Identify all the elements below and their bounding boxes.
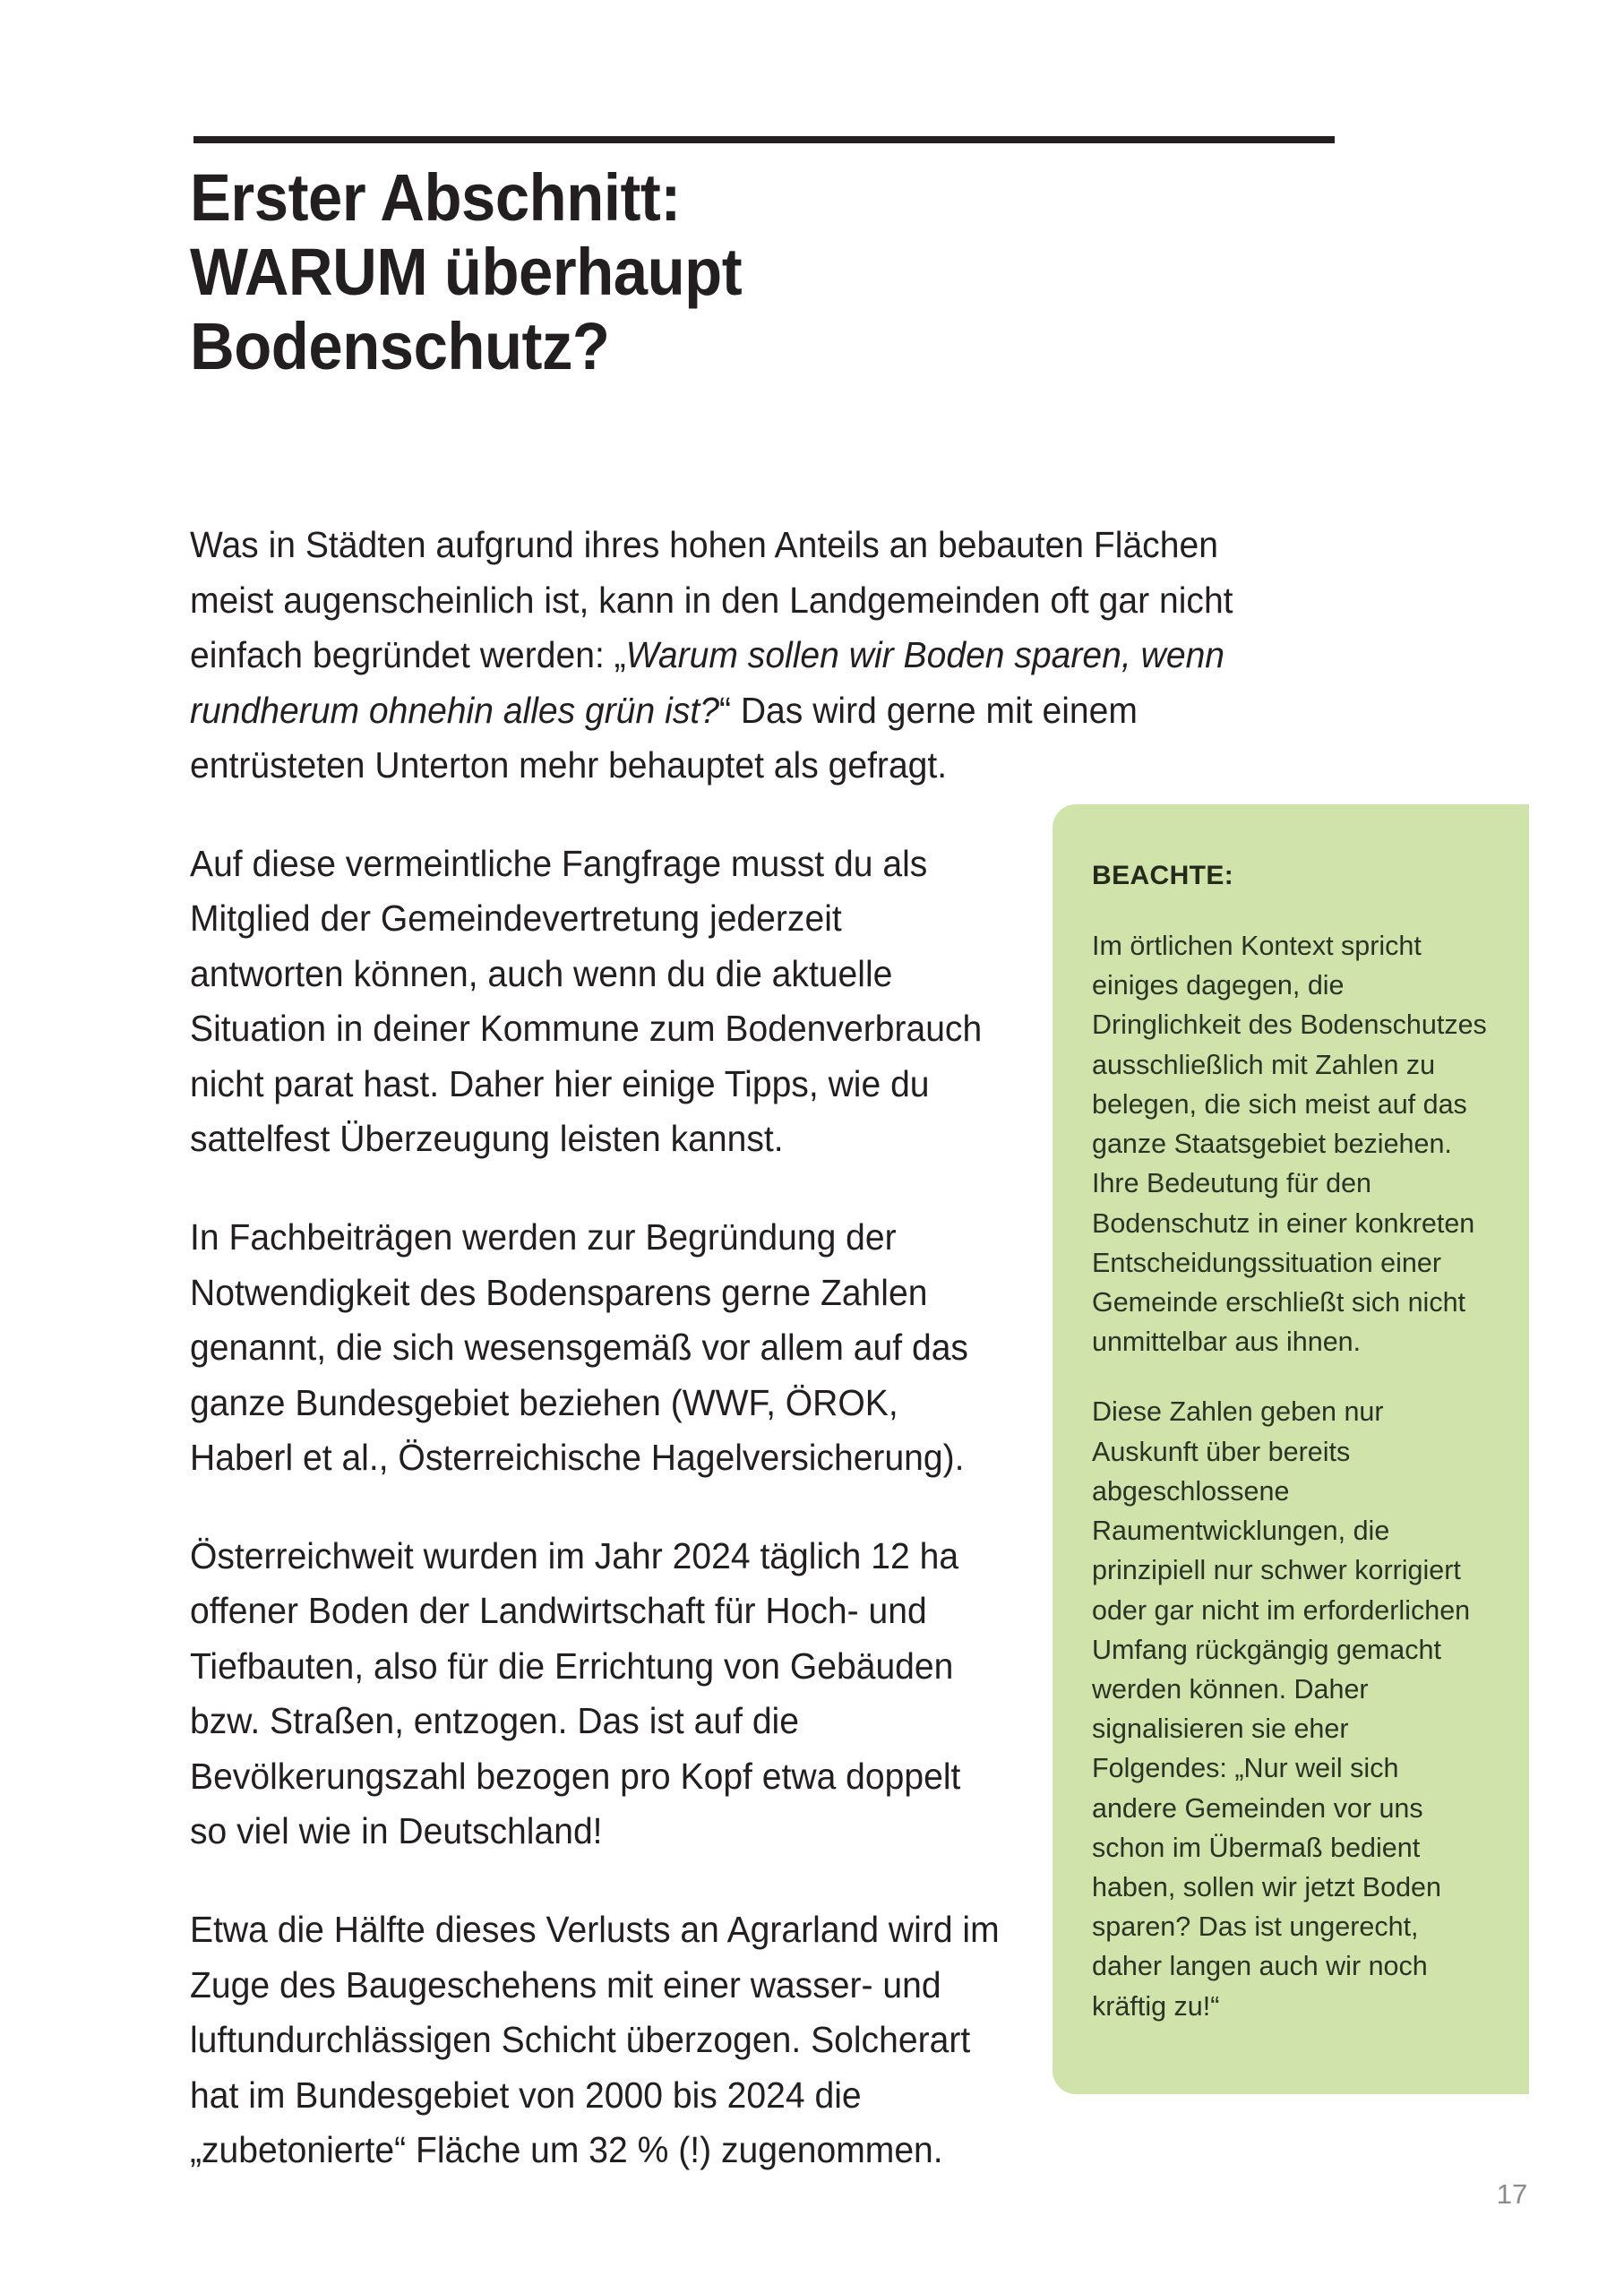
page-title-line-2: WARUM überhaupt (190, 234, 743, 309)
paragraph-oesterreichweit: Österreichweit wurden im Jahr 2024 täglich 12 ha offener Boden der Landwirtschaft für Hoch- und Tiefbauten, also für die Errichtung von Gebäuden bzw. Straßen, entzogen. Das ist auf die Bevölkerungszahl bezogen pro Kopf etwa doppelt so viel wie in Deutschland! (190, 1534, 961, 1852)
paragraph-fangfrage: Auf diese vermeintliche Fangfrage musst du als Mitglied der Gemeindevertretung jederzeit antworten können, auch wenn du die aktuelle Situation in deiner Kommune zum Bodenverbrauch nicht parat hast. Daher hier einige Tipps, wie du sattelfest Überzeugung leisten kannst. (190, 842, 983, 1160)
paragraph-intro-quote: Warum sollen wir Boden sparen, wenn rundherum ohnehin alles grün ist? (190, 634, 1225, 731)
heading-rule (193, 136, 1335, 143)
page-title (190, 161, 1106, 384)
paragraph-intro (190, 518, 1305, 794)
paragraph-intro-part-1: Was in Städten aufgrund ihres hohen Anteils an bebauten Flächen meist augenscheinlich ist, kann in den Landgemeinden oft gar nicht einfach begründet werden: „ (190, 524, 1233, 676)
paragraph-fachbeitraege: In Fachbeiträgen werden zur Begründung der Notwendigkeit des Bodensparens gerne Zahlen genannt, die sich wesensgemäß vor allem auf das ganze Bundesgebiet beziehen (WWF, ÖROK, Haberl et al., Österreichische Hagelversicherung). (190, 1216, 968, 1479)
page-title-line-1: Erster Abschnitt: (190, 160, 681, 235)
callout-paragraph-1: Im örtlichen Kontext spricht einiges dagegen, die Dringlichkeit des Bodenschutzes ausschließlich mit Zahlen zu belegen, die sich meist auf das ganze Staatsgebiet beziehen. Ihre Bedeutung für den Bodenschutz in einer konkreten Entscheidungssituation einer Gemeinde erschließt sich nicht unmittelbar aus ihnen. (1092, 931, 1487, 1358)
paragraph-agrarland: Etwa die Hälfte dieses Verlusts an Agrarland wird im Zuge des Baugeschehens mit einer wasser- und luftundurchlässigen Schicht überzogen. Solcherart hat im Bundesgebiet von 2000 bis 2024 die „zubetonierte“ Fläche um 32 % (!) zugenommen. (190, 1909, 1000, 2171)
paragraph-intro-part-2: “ Das wird gerne mit einem entrüsteten Unterton mehr behauptet als gefragt. (190, 689, 1138, 786)
page-title-line-3: Bodenschutz? (190, 308, 610, 383)
beachte-callout-box (1053, 804, 1529, 2094)
callout-title: BEACHTE: (1092, 861, 1234, 890)
page-number: 17 (1496, 2178, 1528, 2210)
callout-paragraph-2: Diese Zahlen geben nur Auskunft über bereits abgeschlossene Raumentwicklungen, die prinzipiell nur schwer korrigiert oder gar nicht im erforderlichen Umfang rückgängig gemacht werden können. Daher signalisieren sie eher Folgendes: „Nur weil sich andere Gemeinden vor uns schon im Übermaß bedient haben, sollen wir jetzt Boden sparen? Das ist ungerecht, daher langen auch wir noch kräftig zu!“ (1092, 1396, 1471, 2022)
